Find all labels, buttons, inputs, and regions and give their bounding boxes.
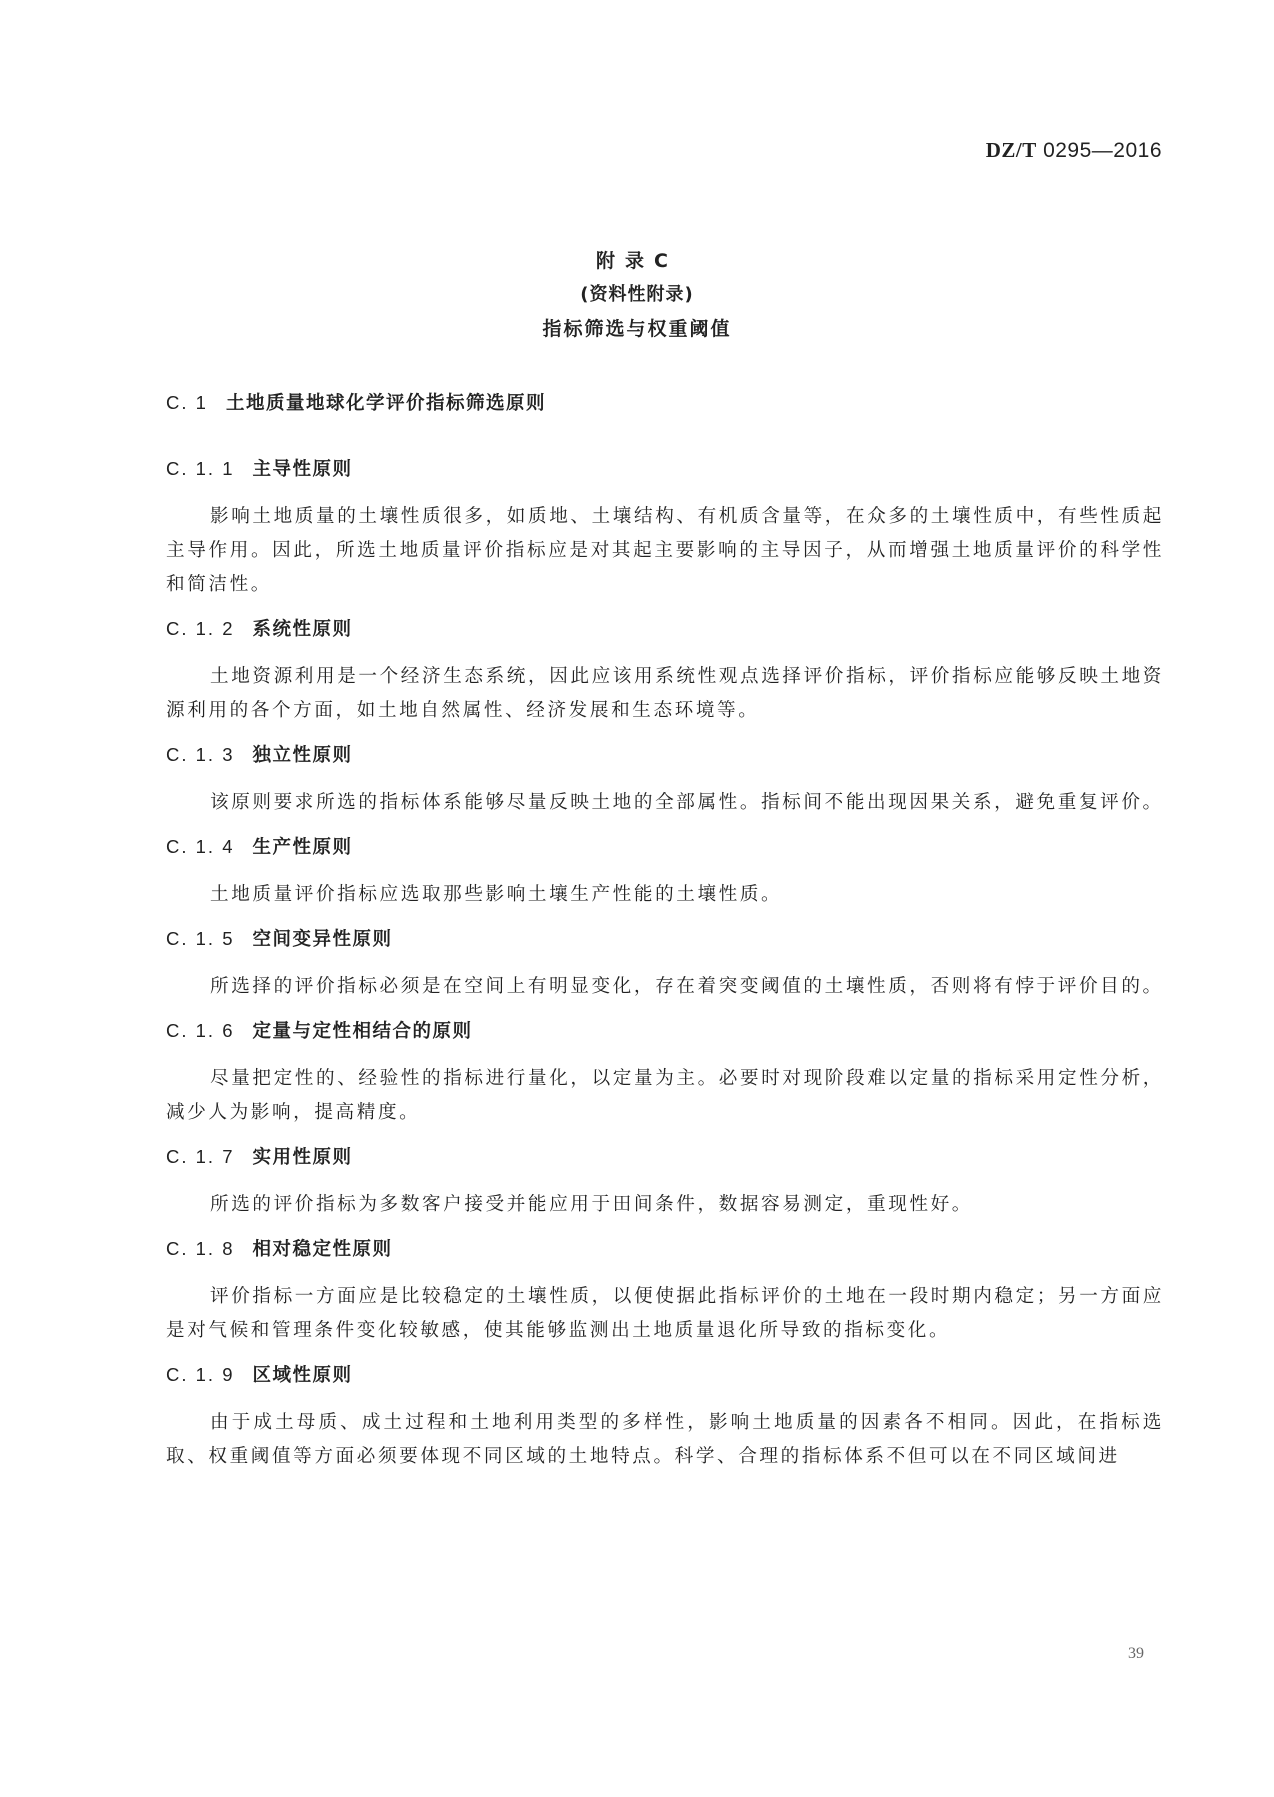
subsection-heading: [166, 612, 1164, 646]
standard-code-number: 0295—2016: [1043, 139, 1162, 162]
subsection-title: 区域性原则: [252, 1365, 353, 1386]
section-number: C. 1: [166, 392, 208, 413]
subsection-title: 主导性原则: [252, 459, 353, 480]
subsection-number: C. 1. 3: [166, 744, 235, 765]
subsection-heading: [166, 452, 1164, 486]
subsection-paragraph: 由于成土母质、成土过程和土地利用类型的多样性，影响土地质量的因素各不相同。因此，在指标选取、权重阈值等方面必须要体现不同区域的土地特点。科学、合理的指标体系不但可以在不同区域间进: [166, 1412, 1164, 1467]
subsection-title: 相对稳定性原则: [252, 1239, 393, 1260]
subsection-title: 生产性原则: [252, 837, 353, 858]
page-number: 39: [1128, 1645, 1144, 1662]
subsection: [166, 922, 1164, 1004]
subsection-paragraph: 尽量把定性的、经验性的指标进行量化，以定量为主。必要时对现阶段难以定量的指标采用定性分析，减少人为影响，提高精度。: [166, 1068, 1164, 1123]
section-title: 土地质量地球化学评价指标筛选原则: [225, 393, 546, 414]
subsection: [166, 738, 1164, 820]
subsection-paragraph: 影响土地质量的土壤性质很多，如质地、土壤结构、有机质含量等，在众多的土壤性质中，有些性质起主导作用。因此，所选土地质量评价指标应是对其起主要影响的主导因子，从而增强土地质量评价的科学性和简洁性。: [166, 506, 1164, 595]
subsection-title: 系统性原则: [252, 619, 353, 640]
subsection-heading: [166, 1140, 1164, 1174]
subsection-number: C. 1. 2: [166, 618, 235, 639]
subsection-title: 独立性原则: [252, 745, 353, 766]
appendix-type: (资料性附录): [580, 284, 694, 305]
appendix-title: 指标筛选与权重阈值: [542, 318, 732, 340]
appendix-heading: [0, 246, 1274, 341]
subsection-paragraph: 土地资源利用是一个经济生态系统，因此应该用系统性观点选择评价指标，评价指标应能够反映土地资源利用的各个方面，如土地自然属性、经济发展和生态环境等。: [166, 666, 1164, 721]
subsection: [166, 1358, 1164, 1474]
standard-code-prefix: DZ/T: [985, 138, 1037, 162]
subsection-paragraph: 所选择的评价指标必须是在空间上有明显变化，存在着突变阈值的土壤性质，否则将有悖于评价目的。: [210, 976, 1164, 997]
document-body: [166, 386, 1164, 1484]
subsection: [166, 1140, 1164, 1222]
subsection-heading: [166, 922, 1164, 956]
subsection-number: C. 1. 7: [166, 1146, 235, 1167]
subsection-paragraph: 所选的评价指标为多数客户接受并能应用于田间条件，数据容易测定，重现性好。: [210, 1194, 973, 1215]
standard-code: [986, 138, 1162, 163]
subsection-heading: [166, 1014, 1164, 1048]
subsection-number: C. 1. 4: [166, 836, 235, 857]
subsection-paragraph: 土地质量评价指标应选取那些影响土壤生产性能的土壤性质。: [210, 884, 783, 905]
subsection-number: C. 1. 9: [166, 1364, 235, 1385]
section-heading: [166, 386, 1164, 420]
subsection: [166, 830, 1164, 912]
subsection-heading: [166, 830, 1164, 864]
subsection-paragraph: 评价指标一方面应是比较稳定的土壤性质，以便使据此指标评价的土地在一段时期内稳定；另一方面应是对气候和管理条件变化较敏感，使其能够监测出土地质量退化所导致的指标变化。: [166, 1286, 1164, 1341]
subsection-title: 空间变异性原则: [252, 929, 393, 950]
subsection-title: 定量与定性相结合的原则: [252, 1021, 473, 1042]
subsection-heading: [166, 1232, 1164, 1266]
subsection: [166, 452, 1164, 602]
subsection-number: C. 1. 1: [166, 458, 235, 479]
appendix-label: 附录C: [596, 250, 678, 272]
subsection: [166, 1232, 1164, 1348]
subsection: [166, 1014, 1164, 1130]
subsection-title: 实用性原则: [252, 1147, 353, 1168]
subsection-number: C. 1. 8: [166, 1238, 235, 1259]
subsection-number: C. 1. 5: [166, 928, 235, 949]
subsection-paragraph: 该原则要求所选的指标体系能够尽量反映土地的全部属性。指标间不能出现因果关系，避免重复评价。: [210, 792, 1164, 813]
subsection-heading: [166, 738, 1164, 772]
subsection-number: C. 1. 6: [166, 1020, 235, 1041]
subsection-heading: [166, 1358, 1164, 1392]
subsection: [166, 612, 1164, 728]
